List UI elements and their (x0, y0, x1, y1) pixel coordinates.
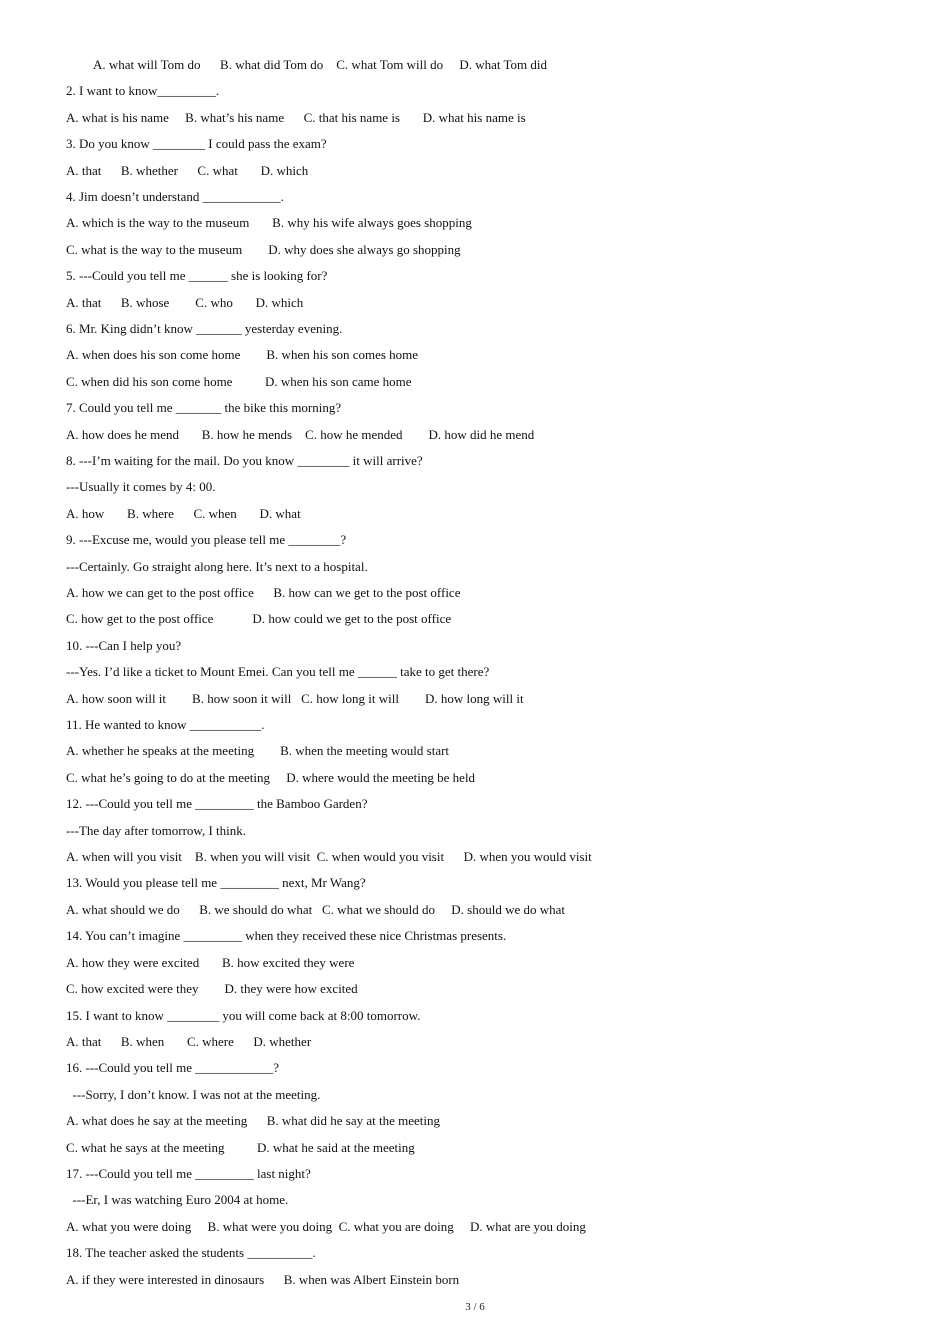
question-4: 4. Jim doesn’t understand ____________. (66, 189, 284, 204)
answer-options-q11-ab: A. whether he speaks at the meeting B. when the meeting would start (66, 743, 450, 758)
answer-options-q9-ab: A. how we can get to the post office B. how can we get to the post office (66, 585, 461, 600)
dialogue-reply-q16: ---Sorry, I don’t know. I was not at the meeting. (66, 1087, 321, 1102)
dialogue-reply-q17: ---Er, I was watching Euro 2004 at home. (66, 1192, 289, 1207)
question-12: 12. ---Could you tell me _________ the Bamboo Garden? (66, 796, 368, 811)
answer-options-q7: A. how does he mend B. how he mends C. how he mended D. how did he mend (66, 427, 535, 442)
answer-options-q4-cd: C. what is the way to the museum D. why does she always go shopping (66, 242, 461, 257)
question-13: 13. Would you please tell me _________ next, Mr Wang? (66, 875, 366, 890)
answer-options-q9-cd: C. how get to the post office D. how could we get to the post office (66, 611, 452, 626)
question-9: 9. ---Excuse me, would you please tell me ________? (66, 532, 347, 547)
question-2: 2. I want to know_________. (66, 83, 220, 98)
answer-options-q10: A. how soon will it B. how soon it will C. how long it will D. how long will it (66, 691, 524, 706)
dialogue-reply-q10: ---Yes. I’d like a ticket to Mount Emei. Can you tell me ______ take to get there? (66, 664, 490, 679)
question-11: 11. He wanted to know ___________. (66, 717, 265, 732)
question-18: 18. The teacher asked the students __________. (66, 1245, 316, 1260)
answer-options-q13: A. what should we do B. we should do what C. what we should do D. should we do what (66, 902, 566, 917)
answer-options-q18: A. if they were interested in dinosaurs B. when was Albert Einstein born (66, 1272, 460, 1287)
question-3: 3. Do you know ________ I could pass the exam? (66, 136, 327, 151)
answer-options-q16-cd: C. what he says at the meeting D. what he said at the meeting (66, 1140, 415, 1155)
question-8: 8. ---I’m waiting for the mail. Do you know ________ it will arrive? (66, 453, 423, 468)
answer-options-q6-ab: A. when does his son come home B. when his son comes home (66, 347, 419, 362)
question-7: 7. Could you tell me _______ the bike this morning? (66, 400, 342, 415)
answer-options-q2: A. what is his name B. what’s his name C. that his name is D. what his name is (66, 110, 526, 125)
answer-options-q11-cd: C. what he’s going to do at the meeting D. where would the meeting be held (66, 770, 476, 785)
answer-options-q16-ab: A. what does he say at the meeting B. what did he say at the meeting (66, 1113, 441, 1128)
question-6: 6. Mr. King didn’t know _______ yesterday evening. (66, 321, 343, 336)
answer-options-q8: A. how B. where C. when D. what (66, 506, 301, 521)
question-17: 17. ---Could you tell me _________ last night? (66, 1166, 311, 1181)
dialogue-reply-q9: ---Certainly. Go straight along here. It’s next to a hospital. (66, 559, 368, 574)
question-16: 16. ---Could you tell me ____________? (66, 1060, 280, 1075)
dialogue-reply-q12: ---The day after tomorrow, I think. (66, 823, 247, 838)
answer-options-q1: A. what will Tom do B. what did Tom do C. what Tom will do D. what Tom did (93, 57, 548, 72)
dialogue-reply-q8: ---Usually it comes by 4: 00. (66, 479, 216, 494)
answer-options-q3: A. that B. whether C. what D. which (66, 163, 309, 178)
question-5: 5. ---Could you tell me ______ she is looking for? (66, 268, 328, 283)
answer-options-q15: A. that B. when C. where D. whether (66, 1034, 312, 1049)
answer-options-q12: A. when will you visit B. when you will visit C. when would you visit D. when you would visit (66, 849, 592, 864)
answer-options-q14-cd: C. how excited were they D. they were how excited (66, 981, 358, 996)
question-15: 15. I want to know ________ you will come back at 8:00 tomorrow. (66, 1008, 421, 1023)
answer-options-q17: A. what you were doing B. what were you doing C. what you are doing D. what are you doing (66, 1219, 586, 1234)
answer-options-q6-cd: C. when did his son come home D. when his son came home (66, 374, 412, 389)
question-10: 10. ---Can I help you? (66, 638, 182, 653)
page-number: 3 / 6 (465, 1301, 485, 1313)
answer-options-q5: A. that B. whose C. who D. which (66, 295, 304, 310)
answer-options-q14-ab: A. how they were excited B. how excited they were (66, 955, 355, 970)
question-14: 14. You can’t imagine _________ when they received these nice Christmas presents. (66, 928, 507, 943)
answer-options-q4-ab: A. which is the way to the museum B. why his wife always goes shopping (66, 215, 472, 230)
